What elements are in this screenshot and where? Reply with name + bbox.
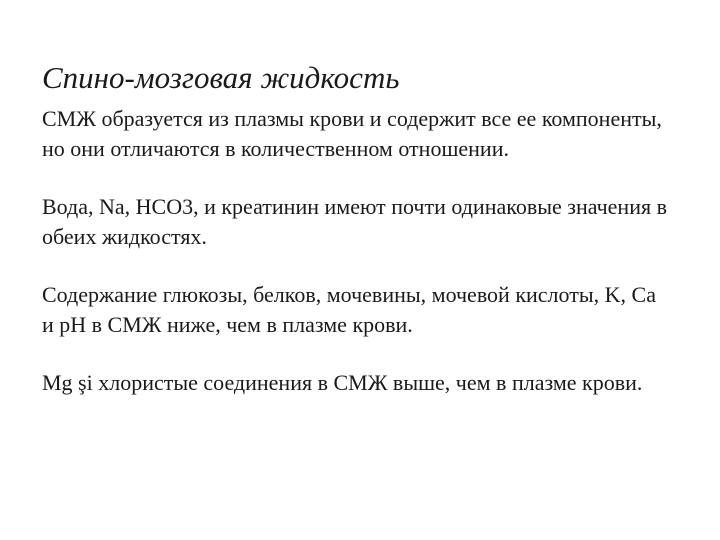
paragraph-lower-values: Содержание глюкозы, белков, мочевины, мочевой кислоты, K, Ca и pH в СМЖ ниже, чем в плазме крови. — [42, 282, 656, 337]
slide-title: Спино-мозговая жидкость — [42, 60, 400, 95]
paragraph-higher-values: Mg şi хлористые соединения в СМЖ выше, чем в плазме крови. — [42, 370, 643, 395]
paragraph-csf-composition: СМЖ образуется из плазмы крови и содержит все ее компоненты, но они отличаются в количественном отношении. — [42, 106, 662, 161]
paragraph-equal-values: Вода, Na, HCO3, и креатинин имеют почти одинаковые значения в обеих жидкостях. — [42, 194, 667, 249]
